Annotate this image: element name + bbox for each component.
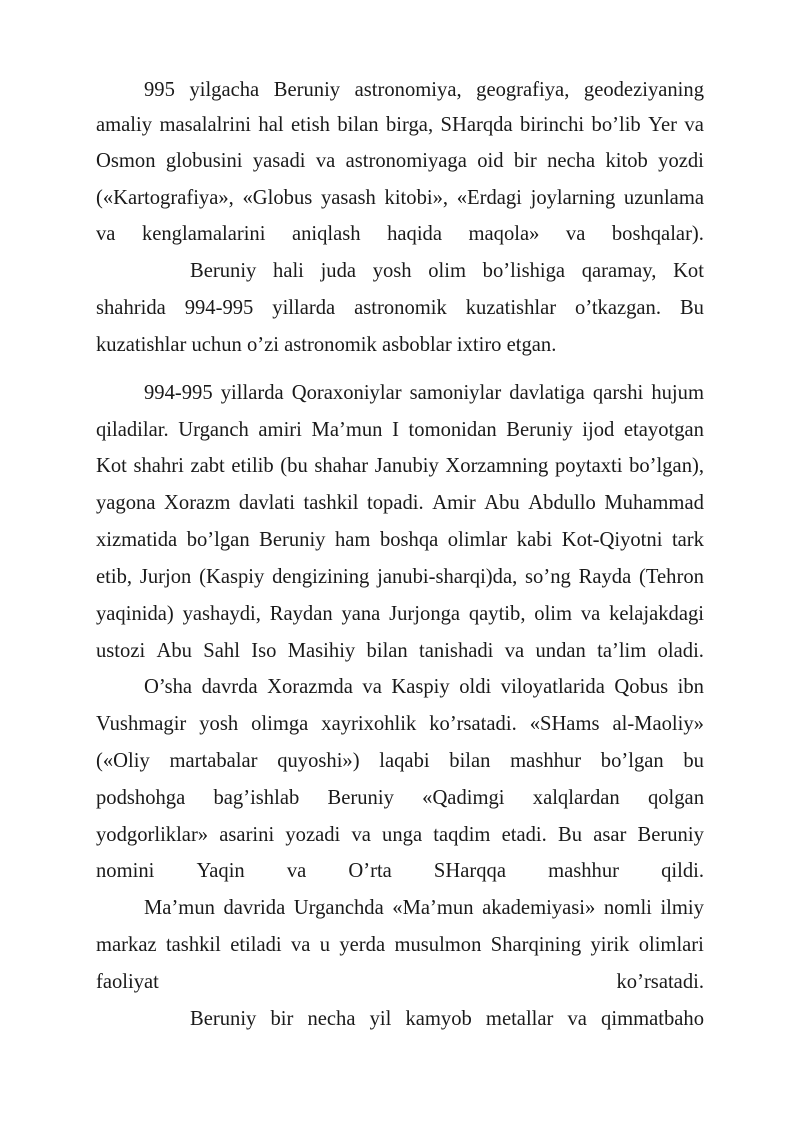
word: asar	[593, 824, 627, 846]
word: Kaspiy	[391, 676, 450, 698]
word: yozadi	[285, 824, 341, 846]
word: Xorazm	[164, 492, 231, 514]
word: haqida	[387, 223, 442, 245]
word: va	[567, 1008, 587, 1030]
word: juda	[320, 260, 357, 282]
text-line	[96, 296, 704, 320]
word: tashkil	[165, 934, 221, 956]
word: nomli	[603, 897, 652, 919]
word: Osmon	[96, 150, 156, 172]
word: 995	[144, 79, 175, 101]
text-line	[96, 749, 704, 773]
word: va	[565, 223, 586, 245]
word: yana	[341, 603, 381, 625]
word: Urganch	[178, 419, 249, 441]
word: Sharqining	[490, 934, 582, 956]
text-line	[96, 970, 704, 994]
word: qiladilar.	[96, 419, 169, 441]
word: geodeziyaning	[583, 79, 704, 101]
text-line	[190, 259, 704, 283]
word: yillarda	[220, 382, 284, 404]
word: «Erdagi	[456, 187, 522, 209]
word: Yaqin	[196, 860, 245, 882]
word: astronomik	[354, 297, 447, 319]
text-line	[96, 565, 704, 589]
word: poytaxti	[554, 455, 623, 477]
word: yagona	[96, 492, 156, 514]
word: Iso	[251, 640, 277, 662]
word: xalqlardan	[532, 787, 620, 809]
word: taqdim	[433, 824, 491, 846]
word: olimlar	[447, 529, 508, 551]
word: tanishadi	[419, 640, 494, 662]
word: qildi.	[661, 860, 704, 882]
text-line: kuzatishlar uchun o’zi astronomik asboblar ixtiro etgan.	[96, 334, 557, 356]
word: bag’ishlab	[213, 787, 300, 809]
word: Muhammad	[604, 492, 704, 514]
word: astronomiya,	[354, 79, 462, 101]
word: samoniylar	[409, 382, 502, 404]
text-line	[96, 933, 704, 957]
word: tomonidan	[408, 419, 497, 441]
word: oid	[477, 150, 504, 172]
word: «Ma’mun	[392, 897, 474, 919]
word: «Globus	[242, 187, 313, 209]
word: davrda	[201, 676, 258, 698]
word: «Qadimgi	[422, 787, 505, 809]
word: kuzatishlar	[465, 297, 557, 319]
word: boshqalar).	[611, 223, 704, 245]
word: zabt	[190, 455, 225, 477]
word: etiladi	[230, 934, 282, 956]
word: yosh	[199, 713, 239, 735]
word: hal	[258, 114, 284, 136]
word: etayotgan	[623, 419, 704, 441]
word: yirik	[590, 934, 630, 956]
word: shahrida	[96, 297, 166, 319]
word: Bu	[557, 824, 583, 846]
word: yashaydi,	[182, 603, 261, 625]
word: kelajakdagi	[609, 603, 704, 625]
word: ibn	[677, 676, 704, 698]
word: Qoraxoniylar	[291, 382, 402, 404]
word: qolgan	[647, 787, 704, 809]
word: (Tehron	[639, 566, 704, 588]
word: va	[315, 150, 336, 172]
word: Beruniy	[637, 824, 704, 846]
word: bu	[683, 750, 704, 772]
text-line	[144, 381, 704, 405]
word: Urganchda	[293, 897, 384, 919]
word: yillarda	[272, 297, 336, 319]
text-line	[96, 859, 704, 883]
word: shahar	[314, 455, 369, 477]
word: olim	[428, 260, 467, 282]
word: etilib	[231, 455, 274, 477]
word: kamyob	[405, 1008, 472, 1030]
word: podshohga	[96, 787, 186, 809]
word: SHarqda	[440, 114, 513, 136]
word: undan	[535, 640, 586, 662]
word: qaramay,	[581, 260, 657, 282]
word: Masihiy	[287, 640, 356, 662]
word: laqabi	[379, 750, 430, 772]
word: oldi	[459, 676, 492, 698]
word: va	[351, 824, 371, 846]
word: Qobus	[614, 676, 669, 698]
word: Amir	[432, 492, 476, 514]
word: unga	[382, 824, 423, 846]
word: ijod	[582, 419, 615, 441]
word: o’tkazgan.	[575, 297, 661, 319]
word: Yer	[648, 114, 677, 136]
word: Bu	[679, 297, 704, 319]
text-line	[96, 454, 704, 478]
word: birga,	[386, 114, 434, 136]
text-line	[96, 823, 704, 847]
word: O’rta	[348, 860, 392, 882]
word: bo’lgan	[186, 529, 250, 551]
word: birinchi	[520, 114, 585, 136]
word: yil	[369, 1008, 392, 1030]
word: necha	[307, 1008, 356, 1030]
word: bir	[513, 150, 537, 172]
word: shahri	[133, 455, 184, 477]
word: joylarning	[530, 187, 616, 209]
word: Abdullo	[528, 492, 596, 514]
word: al-Maoliy»	[612, 713, 704, 735]
word: topadi.	[367, 492, 424, 514]
word: Raydan	[269, 603, 333, 625]
word: Beruniy	[259, 529, 326, 551]
word: oladi.	[657, 640, 704, 662]
word: O’sha	[144, 676, 193, 698]
text-line	[96, 639, 704, 663]
word: va	[580, 603, 601, 625]
word: «SHams	[529, 713, 600, 735]
word: ustozi	[96, 640, 146, 662]
word: Ma’mun	[311, 419, 383, 441]
word: martabalar	[169, 750, 258, 772]
word: Abu	[484, 492, 520, 514]
text-line	[96, 222, 704, 246]
word: kitob	[605, 150, 648, 172]
word: Beruniy	[190, 260, 257, 282]
word: boshqa	[379, 529, 439, 551]
word: kabi	[516, 529, 553, 551]
word: xizmatida	[96, 529, 178, 551]
text-line	[96, 149, 704, 173]
word: qimmatbaho	[601, 1008, 704, 1030]
word: geografiya,	[476, 79, 570, 101]
word: astronomiyaga	[345, 150, 467, 172]
word: etish	[291, 114, 330, 136]
text-line	[96, 113, 704, 137]
word: Ma’mun	[144, 897, 215, 919]
word: davlatiga	[509, 382, 585, 404]
word: amaliy	[96, 114, 153, 136]
word: tark	[671, 529, 704, 551]
word: olimga	[251, 713, 309, 735]
text-line	[96, 186, 704, 210]
word: quyoshi»)	[277, 750, 360, 772]
word: globusini	[165, 150, 243, 172]
word: SHarqqa	[433, 860, 506, 882]
word: va	[290, 934, 311, 956]
word: ilmiy	[660, 897, 704, 919]
word: Xorazmda	[267, 676, 353, 698]
word: bo’lishiga	[482, 260, 566, 282]
word: bilan	[366, 640, 408, 662]
word: so’ng	[525, 566, 571, 588]
word: Vushmagir	[96, 713, 187, 735]
word: markaz	[96, 934, 157, 956]
word: u	[319, 934, 331, 956]
word: davlati	[238, 492, 295, 514]
word: kitobi»,	[384, 187, 449, 209]
word: olim	[534, 603, 573, 625]
word: mashhur	[510, 750, 582, 772]
word: faoliyat	[96, 971, 159, 993]
word: bir	[270, 1008, 294, 1030]
word: yaqinida)	[96, 603, 174, 625]
word: Kot	[673, 260, 704, 282]
word: Kot-Qiyotni	[561, 529, 663, 551]
word: va	[362, 676, 382, 698]
word: aniqlash	[291, 223, 361, 245]
word: necha	[547, 150, 596, 172]
word: va	[684, 114, 704, 136]
word: qarshi	[592, 382, 644, 404]
word: Beruniy	[273, 79, 341, 101]
word: janubi-sharqi)da,	[377, 566, 518, 588]
word: Jurjonga	[389, 603, 461, 625]
word: hali	[273, 260, 304, 282]
word: bo’lgan),	[629, 455, 704, 477]
word: masalalrini	[159, 114, 251, 136]
text-line	[144, 675, 704, 699]
word: va	[504, 640, 525, 662]
word: hujum	[651, 382, 704, 404]
word: I	[392, 419, 399, 441]
word: qaytib,	[468, 603, 526, 625]
word: yilgacha	[189, 79, 260, 101]
word: Beruniy	[190, 1008, 257, 1030]
word: ta’lim	[597, 640, 647, 662]
word: amiri	[258, 419, 302, 441]
text-line	[190, 1007, 704, 1031]
word: Beruniy	[327, 787, 394, 809]
text-line	[144, 896, 704, 920]
word: maqola»	[468, 223, 540, 245]
word: xayrixohlik	[321, 713, 417, 735]
word: ham	[334, 529, 371, 551]
word: («Kartografiya»,	[96, 187, 234, 209]
text-line	[144, 78, 704, 102]
text-line	[96, 491, 704, 515]
word: yosh	[372, 260, 412, 282]
word: viloyatlarida	[500, 676, 605, 698]
word: ko’rsatadi.	[616, 971, 704, 993]
word: yerda	[339, 934, 386, 956]
word: 994-995	[144, 382, 213, 404]
text-line	[96, 712, 704, 736]
word: va	[96, 223, 116, 245]
word: tashkil	[303, 492, 359, 514]
word: Janubiy	[374, 455, 439, 477]
word: metallar	[485, 1008, 554, 1030]
word: («Oliy	[96, 750, 150, 772]
word: (Kaspiy	[199, 566, 265, 588]
word: akademiyasi»	[482, 897, 596, 919]
word: bo’lib	[591, 114, 641, 136]
word: Abu	[156, 640, 192, 662]
word: olimlari	[638, 934, 704, 956]
text-line	[96, 786, 704, 810]
text-line	[96, 528, 704, 552]
word: kenglamalarini	[141, 223, 266, 245]
word: Sahl	[203, 640, 240, 662]
word: dengizining	[272, 566, 370, 588]
word: yozdi	[658, 150, 704, 172]
word: Xorzamning	[445, 455, 549, 477]
word: Kot	[96, 455, 127, 477]
word: Beruniy	[506, 419, 573, 441]
word: Rayda	[578, 566, 632, 588]
word: mashhur	[548, 860, 619, 882]
word: uzunlama	[623, 187, 704, 209]
word: yasadi	[252, 150, 306, 172]
word: bilan	[449, 750, 491, 772]
word: va	[286, 860, 307, 882]
word: Jurjon	[139, 566, 192, 588]
word: yodgorliklar»	[96, 824, 209, 846]
word: (bu	[280, 455, 308, 477]
word: ko’rsatadi.	[429, 713, 517, 735]
word: etib,	[96, 566, 133, 588]
word: 994-995	[184, 297, 254, 319]
text-line	[96, 418, 704, 442]
word: etadi.	[501, 824, 547, 846]
word: bo’lgan	[600, 750, 664, 772]
word: bilan	[337, 114, 379, 136]
word: davrida	[223, 897, 286, 919]
word: yasash	[320, 187, 376, 209]
text-line	[96, 602, 704, 626]
word: nomini	[96, 860, 155, 882]
word: asarini	[219, 824, 275, 846]
word: musulmon	[394, 934, 482, 956]
